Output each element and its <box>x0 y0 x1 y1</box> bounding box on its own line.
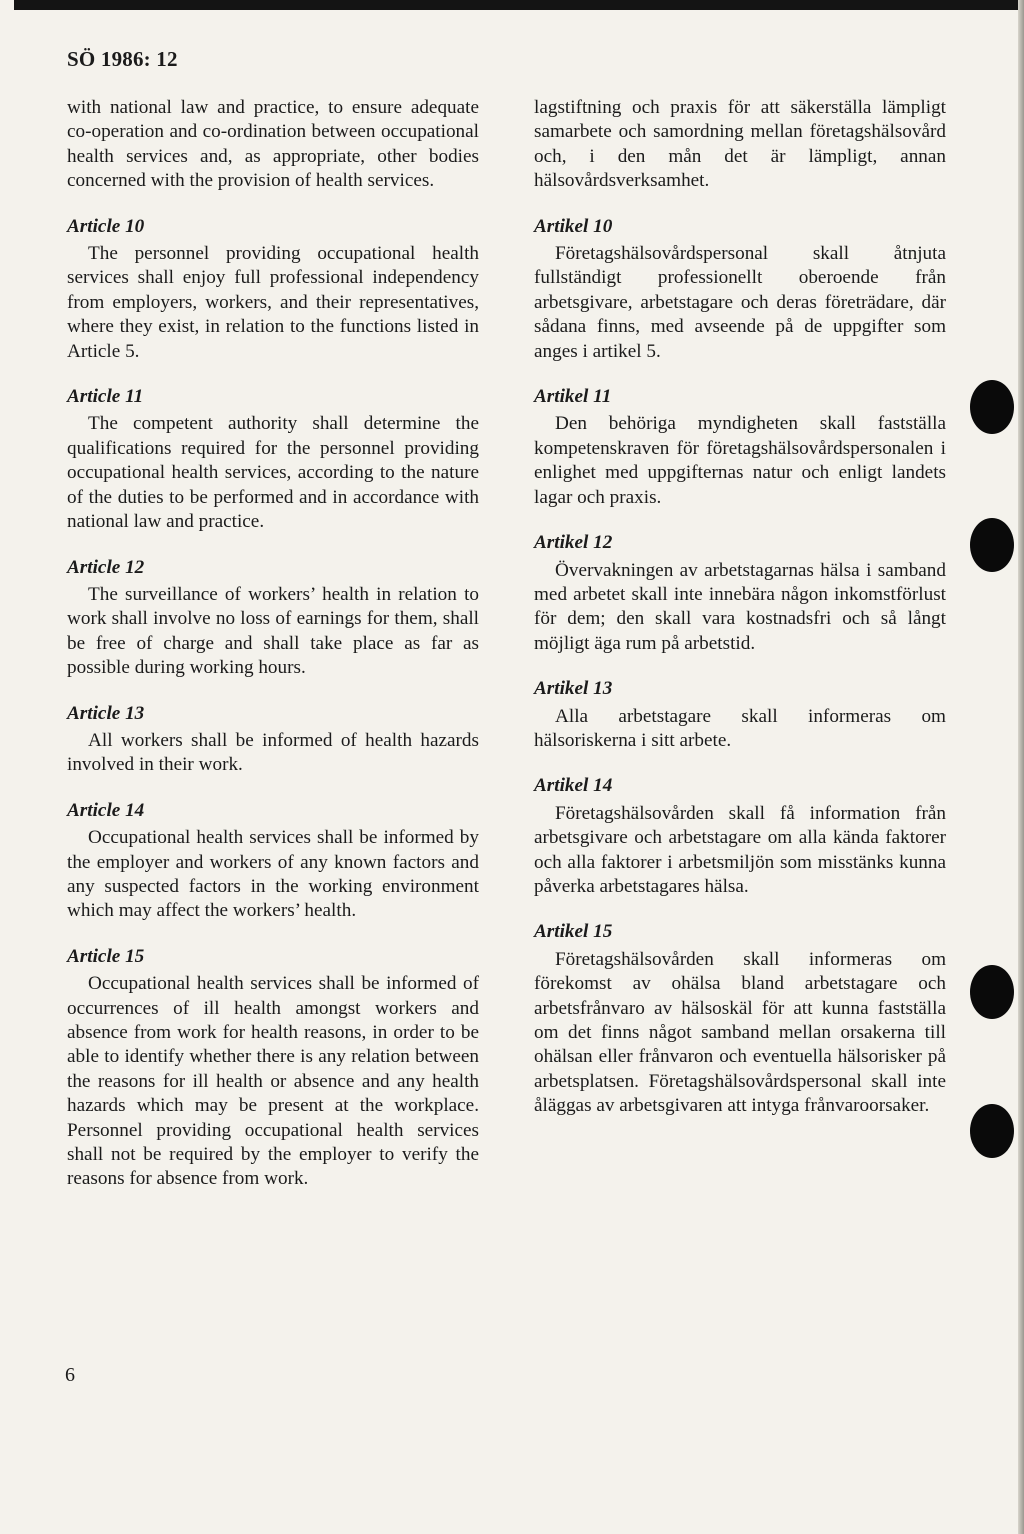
swedish-artikel-10-heading: Artikel 10 <box>534 215 613 237</box>
swedish-column <box>534 96 946 1119</box>
binder-punch-hole <box>970 965 1014 1019</box>
swedish-artikel-13-heading: Artikel 13 <box>534 678 613 700</box>
english-article-13-heading: Article 13 <box>67 702 145 724</box>
swedish-intro-paragraph: lagstiftning och praxis för att säkerställa lämpligt samarbete och samordning mellan företagshälsovård och, i den mån det är lämpligt, annan hälsovårdsverksamhet. <box>534 97 946 192</box>
swedish-artikel-15-heading: Artikel 15 <box>534 921 613 943</box>
swedish-artikel-12-heading: Artikel 12 <box>534 532 613 554</box>
swedish-artikel-13-text: Alla arbetstagare skall informeras om hälsoriskerna i sitt arbete. <box>534 705 946 751</box>
english-article-13-text: All workers shall be informed of health hazards involved in their work. <box>67 729 479 776</box>
binder-punch-hole <box>970 1104 1014 1158</box>
english-article-15-text: Occupational health services shall be informed of occurrences of ill health amongst workers and absence from work for health reasons, in order to be able to identify whether there is any relation between the reasons for ill health or absence and any health hazards which may be present at the workplace. Personnel providing occupational health services shall not be required by the employer to verify the reasons for absence from work. <box>67 973 479 1190</box>
swedish-artikel-11-heading: Artikel 11 <box>534 386 612 408</box>
english-article-14-text: Occupational health services shall be informed by the employer and workers of any known factors and any suspected factors in the working environment which may affect the workers’ health. <box>67 827 479 922</box>
english-article-11-text: The competent authority shall determine the qualifications required for the personnel providing occupational health services, according to the nature of the duties to be performed and in accordance with national law and practice. <box>67 413 479 533</box>
top-border-rule <box>14 0 1024 10</box>
swedish-artikel-12-text: Övervakningen av arbetstagarnas hälsa i samband med arbetet skall inte innebära någon inkomstförlust för dem; den skall vara kostnadsfri och så långt möjligt äga rum på arbetstid. <box>534 559 946 654</box>
english-column <box>67 96 479 1192</box>
page-header-reference: SÖ 1986: 12 <box>67 47 178 71</box>
binder-punch-hole <box>970 518 1014 572</box>
english-article-10-text: The personnel providing occupational health services shall enjoy full professional independency from employers, workers, and their representatives, where they exist, in relation to the functions listed in Article 5. <box>67 243 479 362</box>
english-intro-paragraph: with national law and practice, to ensure adequate co-operation and co-ordination between occupational health services and, as appropriate, other bodies concerned with the provision of health services. <box>67 97 479 192</box>
english-article-15-heading: Article 15 <box>67 945 145 967</box>
page-right-edge <box>1018 0 1024 1534</box>
swedish-artikel-10-text: Företagshälsovårdspersonal skall åtnjuta fullständigt professionellt oberoende från arbetsgivare, arbetstagare och deras företrädare, där sådana finns, med avseende på de uppgifter som anges i artikel 5. <box>534 243 946 362</box>
english-article-10-heading: Article 10 <box>67 215 145 237</box>
swedish-artikel-11-text: Den behöriga myndigheten skall fastställa kompetenskraven för företagshälsovårdspersonalen i enlighet med uppgifternas natur och enligt landets lagar och praxis. <box>534 413 946 508</box>
english-article-12-text: The surveillance of workers’ health in relation to work shall involve no loss of earnings for them, shall be free of charge and shall take place as far as possible during working hours. <box>67 583 479 679</box>
page-number: 6 <box>65 1364 75 1386</box>
binder-punch-hole <box>970 380 1014 434</box>
swedish-artikel-15-text: Företagshälsovården skall informeras om förekomst av ohälsa bland arbetstagare och arbetsfrånvaro av hälsoskäl för att kunna fastställa om det finns något samband mellan orsakerna till ohälsan eller frånvaron och eventuella hälsorisker på arbetsplatsen. Företagshälsovårdspersonal skall inte åläggas av arbetsgivaren att intyga frånvaroorsaker. <box>534 948 946 1117</box>
swedish-artikel-14-heading: Artikel 14 <box>534 775 613 797</box>
english-article-11-heading: Article 11 <box>67 386 144 408</box>
english-article-14-heading: Article 14 <box>67 799 145 821</box>
english-article-12-heading: Article 12 <box>67 556 145 578</box>
swedish-artikel-14-text: Företagshälsovården skall få information från arbetsgivare och arbetstagare om alla kända faktorer och alla faktorer i arbetsmiljön som misstänks kunna påverka arbetstagares hälsa. <box>534 802 946 897</box>
